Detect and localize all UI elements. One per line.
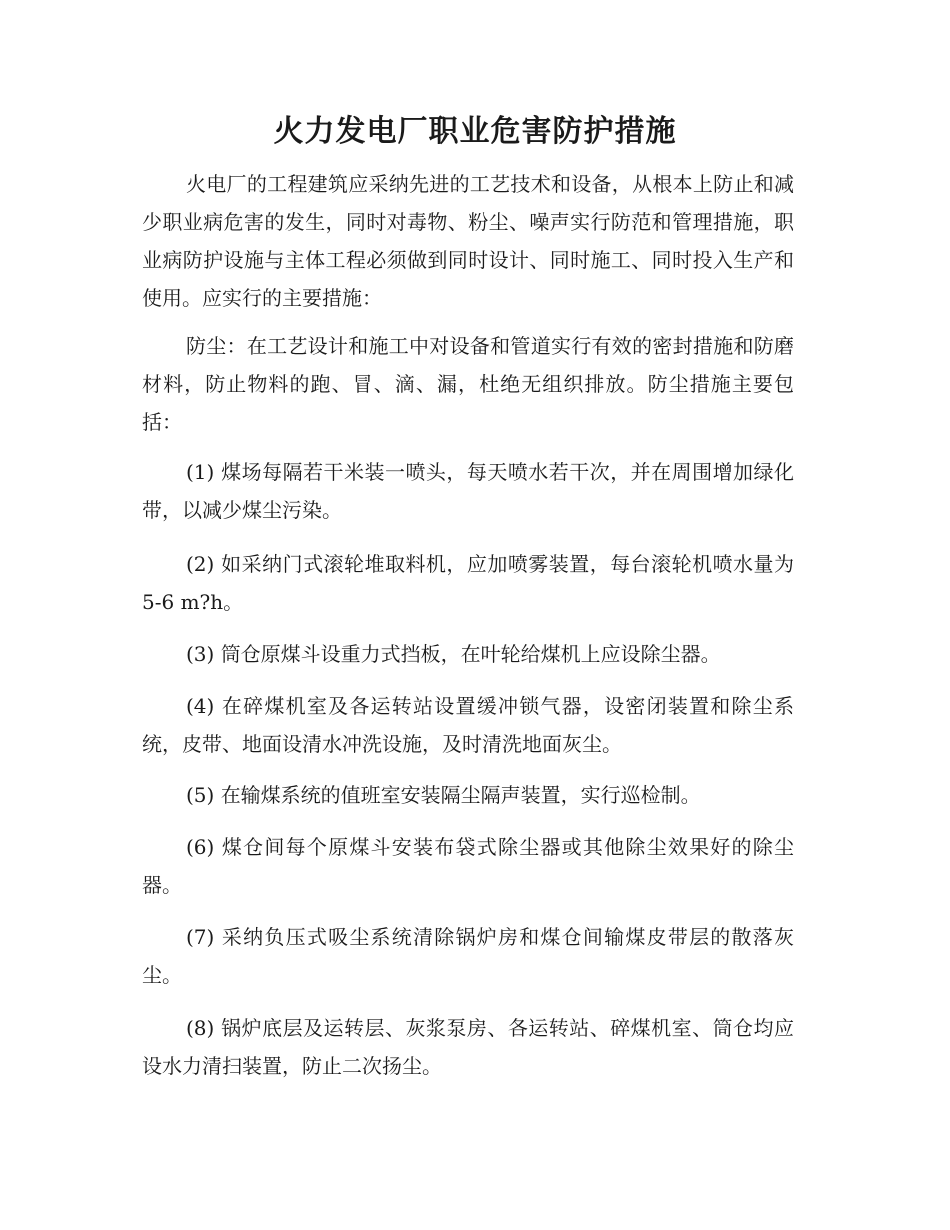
paragraph-dust-control: 防尘：在工艺设计和施工中对设备和管道实行有效的密封措施和防磨材料，防止物料的跑、冒、滴、漏，杜绝无组织排放。防尘措施主要包括：: [142, 334, 794, 434]
paragraph-item-6: (6) 煤仓间每个原煤斗安装布袋式除尘器或其他除尘效果好的除尘器。: [142, 835, 794, 897]
paragraph-item-7: (7) 采纳负压式吸尘系统清除锅炉房和煤仓间输煤皮带层的散落灰尘。: [142, 925, 794, 987]
paragraph-item-1: (1) 煤场每隔若干米装一喷头，每天喷水若干次，并在周围增加绿化带，以减少煤尘污染。: [142, 460, 794, 522]
paragraph-item-3: (3) 筒仓原煤斗设重力式挡板，在叶轮给煤机上应设除尘器。: [186, 642, 721, 666]
paragraph-item-4: (4) 在碎煤机室及各运转站设置缓冲锁气器，设密闭装置和除尘系统，皮带、地面设清水冲洗设施，及时清洗地面灰尘。: [142, 694, 794, 756]
paragraph-item-8: (8) 锅炉底层及运转层、灰浆泵房、各运转站、碎煤机室、筒仓均应设水力清扫装置，防止二次扬尘。: [142, 1016, 794, 1078]
paragraph-item-5: (5) 在输煤系统的值班室安装隔尘隔声装置，实行巡检制。: [186, 783, 701, 807]
paragraph-item-2: (2) 如采纳门式滚轮堆取料机，应加喷雾装置，每台滚轮机喷水量为5-6 m?h。: [142, 552, 794, 614]
document-title: 火力发电厂职业危害防护措施: [273, 114, 677, 149]
paragraph-intro: 火电厂的工程建筑应采纳先进的工艺技术和设备，从根本上防止和减少职业病危害的发生，同时对毒物、粉尘、噪声实行防范和管理措施，职业病防护设施与主体工程必须做到同时设计、同时施工、同时投入生产和使用。应实行的主要措施：: [142, 172, 794, 310]
